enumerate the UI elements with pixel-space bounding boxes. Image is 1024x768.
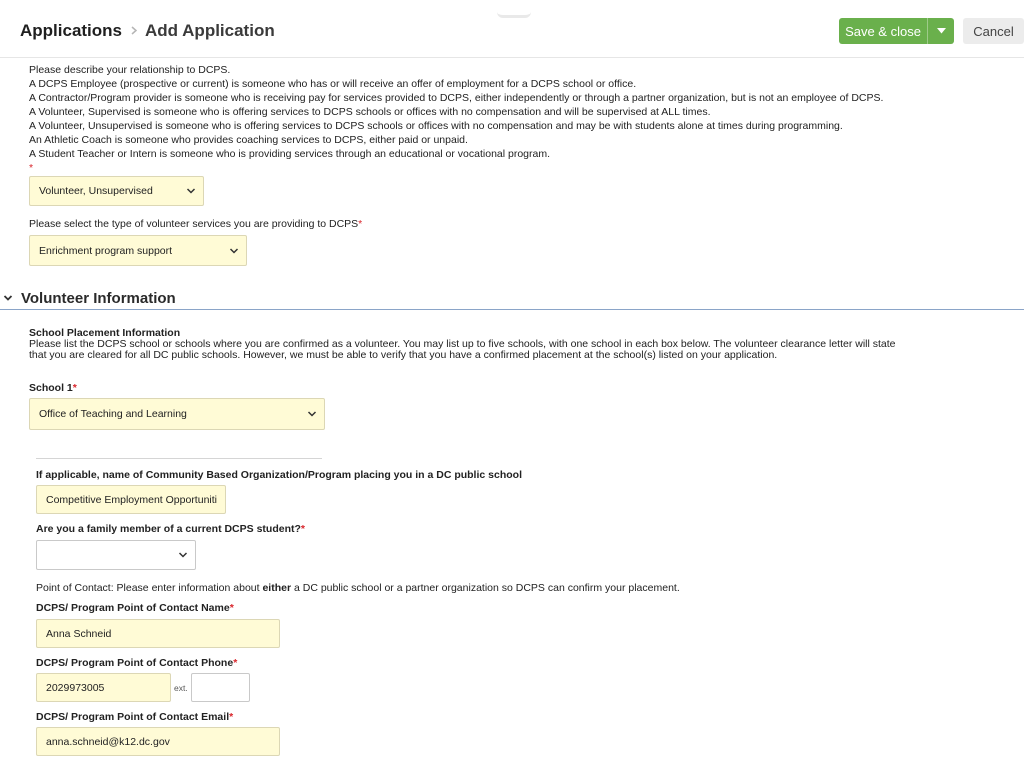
school-1-select[interactable] <box>29 398 325 430</box>
chevron-down-icon <box>229 247 239 255</box>
family-member-select[interactable] <box>36 540 196 570</box>
school-1-label: School 1* <box>29 382 77 394</box>
caret-down-icon <box>937 28 946 34</box>
relationship-line: A Contractor/Program provider is someone who is receiving pay for services provided to DCPS, either independently or through a partner organization, but is not an employee of DCPS. <box>29 92 884 104</box>
app-header <box>0 0 1024 58</box>
chevron-right-icon <box>131 24 137 38</box>
drag-handle[interactable] <box>497 10 531 18</box>
volunteer-information-section-header[interactable] <box>0 290 1024 310</box>
placement-heading: School Placement Information <box>29 327 181 339</box>
volunteer-type-select[interactable] <box>29 235 247 266</box>
poc-phone-input[interactable] <box>36 673 171 702</box>
divider <box>36 458 322 459</box>
point-of-contact-note: Point of Contact: Please enter information about either a DC public school or a partner organization so DCPS can confirm your placement. <box>36 582 680 594</box>
poc-name-value: Anna Schneid <box>46 627 112 640</box>
chevron-down-icon <box>307 410 317 418</box>
school-1-select-value: Office of Teaching and Learning <box>39 408 187 420</box>
save-close-button[interactable] <box>839 18 954 44</box>
chevron-down-icon <box>186 187 196 195</box>
relationship-line: A Volunteer, Unsupervised is someone who is offering services to DCPS schools or offices with no compensation and may be with students alone at times during programming. <box>29 120 843 132</box>
breadcrumb-applications-link[interactable]: Applications <box>20 21 123 40</box>
volunteer-type-label: Please select the type of volunteer services you are providing to DCPS* <box>29 218 363 230</box>
relationship-line: A Student Teacher or Intern is someone who is providing services through an educational or vocational program. <box>29 148 551 160</box>
relationship-description <box>29 63 929 175</box>
poc-name-label: DCPS/ Program Point of Contact Name* <box>36 602 234 614</box>
relationship-line: An Athletic Coach is someone who provides coaching services to DCPS, either paid or unpaid. <box>29 134 468 146</box>
placement-text: Please list the DCPS school or schools where you are confirmed as a volunteer. You may list up to five schools, with one school in each box below. The volunteer clearance letter will state that you are cleared for all DC public schools. However, we must be able to verify that you have a confirmed placement at the school(s) listed on your application. <box>29 338 896 361</box>
relationship-line: A Volunteer, Supervised is someone who is offering services to DCPS schools or offices with no compensation and will be supervised at ALL times. <box>29 106 711 118</box>
relationship-line: Please describe your relationship to DCPS. <box>29 64 231 76</box>
page-title: Add Application <box>145 21 275 40</box>
poc-name-input[interactable] <box>36 619 280 648</box>
cancel-button[interactable]: Cancel <box>963 18 1024 44</box>
poc-phone-label: DCPS/ Program Point of Contact Phone* <box>36 657 238 669</box>
breadcrumb <box>20 21 275 41</box>
poc-email-label: DCPS/ Program Point of Contact Email* <box>36 711 234 723</box>
relationship-select[interactable] <box>29 176 204 206</box>
section-title: Volunteer Information <box>21 290 176 307</box>
poc-email-value: anna.schneid@k12.dc.gov <box>46 735 170 748</box>
volunteer-type-select-value: Enrichment program support <box>39 244 173 257</box>
relationship-select-value: Volunteer, Unsupervised <box>39 185 153 197</box>
cbo-input-value: Competitive Employment Opportuniti <box>46 493 217 506</box>
poc-phone-ext-input[interactable] <box>191 673 250 702</box>
poc-phone-value: 2029973005 <box>46 681 105 694</box>
school-placement-info <box>29 328 909 361</box>
required-mark: * <box>29 162 34 174</box>
relationship-line: A DCPS Employee (prospective or current) is someone who has or will receive an offer of employment for a DCPS school or office. <box>29 78 637 90</box>
collapse-chevron-icon[interactable] <box>3 294 13 302</box>
chevron-down-icon <box>178 551 188 559</box>
family-member-label: Are you a family member of a current DCPS student?* <box>36 523 305 535</box>
poc-email-input[interactable] <box>36 727 280 756</box>
phone-ext-label: ext. <box>174 683 188 693</box>
save-options-dropdown[interactable] <box>928 28 954 34</box>
cbo-label: If applicable, name of Community Based Organization/Program placing you in a DC public school <box>36 469 522 481</box>
cbo-input[interactable] <box>36 485 226 514</box>
save-close-label[interactable]: Save & close <box>845 23 921 39</box>
